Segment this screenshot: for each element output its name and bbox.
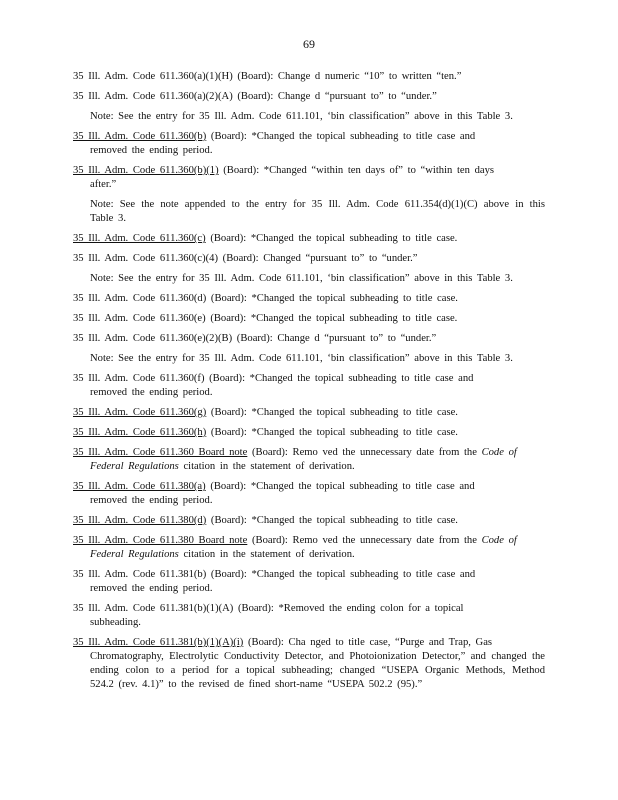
change-description: (Board): *Changed the topical subheading to title case and [210, 569, 476, 580]
change-description: (Board): Remo ved the unnecessary date from the [251, 447, 477, 458]
continuation-text: subheading. [90, 617, 141, 628]
change-description: (Board): Change d numeric “10” to written “ten.” [237, 71, 462, 82]
citation: 35 Ill. Adm. Code 611.381(b)(1)(A)(i) [73, 637, 244, 648]
change-description: (Board): Cha nged to title case, “Purge and Trap, Gas [247, 637, 493, 648]
italic-citation: Code of [481, 535, 517, 546]
note-entry [73, 110, 545, 124]
citation: 35 Ill. Adm. Code 611.360 Board note [73, 447, 248, 458]
continuation-line [73, 460, 545, 474]
note-entry [73, 352, 545, 366]
amendment-entry [73, 312, 545, 326]
amendment-entry [73, 602, 545, 630]
change-description: (Board): Remo ved the unnecessary date from the [251, 535, 477, 546]
citation: 35 Ill. Adm. Code 611.360(c) [73, 233, 206, 244]
citation: 35 Ill. Adm. Code 611.381(b)(1)(A) [73, 603, 234, 614]
amendment-entry [73, 292, 545, 306]
change-description: (Board): *Changed the topical subheading to title case. [210, 515, 458, 526]
citation: 35 Ill. Adm. Code 611.360(h) [73, 427, 207, 438]
citation: 35 Ill. Adm. Code 611.360(g) [73, 407, 207, 418]
change-description: (Board): Change d “pursuant to” to “under.” [237, 91, 437, 102]
page-number: 69 [303, 37, 315, 51]
amendment-entry [73, 446, 545, 474]
italic-citation: Federal Regulations [90, 549, 179, 560]
change-description: (Board): Change d “pursuant to” to “under.” [236, 333, 437, 344]
continuation-text: removed the ending period. [90, 495, 213, 506]
change-description: (Board): *Changed the topical subheading to title case. [210, 313, 458, 324]
amendment-entry [73, 426, 545, 440]
citation: 35 Ill. Adm. Code 611.360(a)(1)(H) [73, 71, 233, 82]
citation: 35 Ill. Adm. Code 611.381(b) [73, 569, 207, 580]
amendment-entry [73, 406, 545, 420]
note-entry [73, 198, 545, 226]
continuation-text: after.” [90, 179, 117, 190]
citation: 35 Ill. Adm. Code 611.360(e) [73, 313, 206, 324]
continuation-text: removed the ending period. [90, 387, 213, 398]
continuation-line [73, 386, 545, 400]
citation: 35 Ill. Adm. Code 611.360(d) [73, 293, 207, 304]
citation: 35 Ill. Adm. Code 611.380 Board note [73, 535, 248, 546]
note-text: Note: See the note appended to the entry for 35 Ill. Adm. Code 611.354(d)(1)(C) above in this Table 3. [90, 199, 545, 224]
amendment-entry [73, 372, 545, 400]
citation: 35 Ill. Adm. Code 611.380(a) [73, 481, 206, 492]
change-description: (Board): *Changed the topical subheading to title case and [209, 373, 474, 384]
change-description: (Board): *Removed the ending colon for a topical [237, 603, 464, 614]
amendment-entry [73, 636, 545, 692]
continuation-line [73, 616, 545, 630]
change-description: (Board): *Changed the topical subheading to title case. [210, 293, 458, 304]
change-description: (Board): *Changed the topical subheading to title case. [210, 427, 458, 438]
continuation-line [73, 650, 545, 692]
citation: 35 Ill. Adm. Code 611.360(b)(1) [73, 165, 219, 176]
amendment-entry [73, 252, 545, 266]
italic-citation: Code of [481, 447, 517, 458]
amendment-list [73, 70, 545, 698]
amendment-entry [73, 332, 545, 346]
note-text: Note: See the entry for 35 Ill. Adm. Code 611.101, ‘bin classification” above in this Table 3. [90, 353, 513, 364]
continuation-line [73, 144, 545, 158]
continuation-text: Chromatography, Electrolytic Conductivity Detector, and Photoionization Detector,” and changed the ending colon to a period for a topical subheading; changed “USEPA Organic Methods, Method 524.2 (rev. 4.1)” to the revised de fined short-name “USEPA 502.2 (95).” [90, 651, 545, 690]
amendment-entry [73, 130, 545, 158]
citation: 35 Ill. Adm. Code 611.360(c)(4) [73, 253, 219, 264]
continuation-line [73, 494, 545, 508]
amendment-entry [73, 480, 545, 508]
amendment-entry [73, 534, 545, 562]
continuation-text: removed the ending period. [90, 145, 213, 156]
citation: 35 Ill. Adm. Code 611.380(d) [73, 515, 207, 526]
continuation-line [73, 582, 545, 596]
change-description: (Board): Changed “pursuant to” to “under.” [222, 253, 418, 264]
citation: 35 Ill. Adm. Code 611.360(f) [73, 373, 205, 384]
amendment-entry [73, 164, 545, 192]
change-description: (Board): *Changed the topical subheading to title case. [210, 407, 458, 418]
amendment-entry [73, 568, 545, 596]
note-entry [73, 272, 545, 286]
change-description: (Board): *Changed the topical subheading to title case and [210, 481, 475, 492]
note-text: Note: See the entry for 35 Ill. Adm. Code 611.101, ‘bin classification” above in this Table 3. [90, 273, 513, 284]
amendment-entry [73, 514, 545, 528]
citation: 35 Ill. Adm. Code 611.360(a)(2)(A) [73, 91, 233, 102]
citation: 35 Ill. Adm. Code 611.360(e)(2)(B) [73, 333, 233, 344]
continuation-text: citation in the statement of derivation. [183, 461, 355, 472]
continuation-line [73, 178, 545, 192]
amendment-entry [73, 70, 545, 84]
amendment-entry [73, 232, 545, 246]
continuation-text: citation in the statement of derivation. [183, 549, 355, 560]
change-description: (Board): *Changed the topical subheading to title case and [210, 131, 476, 142]
change-description: (Board): *Changed the topical subheading to title case. [210, 233, 458, 244]
continuation-text: removed the ending period. [90, 583, 213, 594]
continuation-line [73, 548, 545, 562]
amendment-entry [73, 90, 545, 104]
change-description: (Board): *Changed “within ten days of” to “within ten days [223, 165, 494, 176]
italic-citation: Federal Regulations [90, 461, 179, 472]
note-text: Note: See the entry for 35 Ill. Adm. Code 611.101, ‘bin classification” above in this Table 3. [90, 111, 513, 122]
citation: 35 Ill. Adm. Code 611.360(b) [73, 131, 207, 142]
